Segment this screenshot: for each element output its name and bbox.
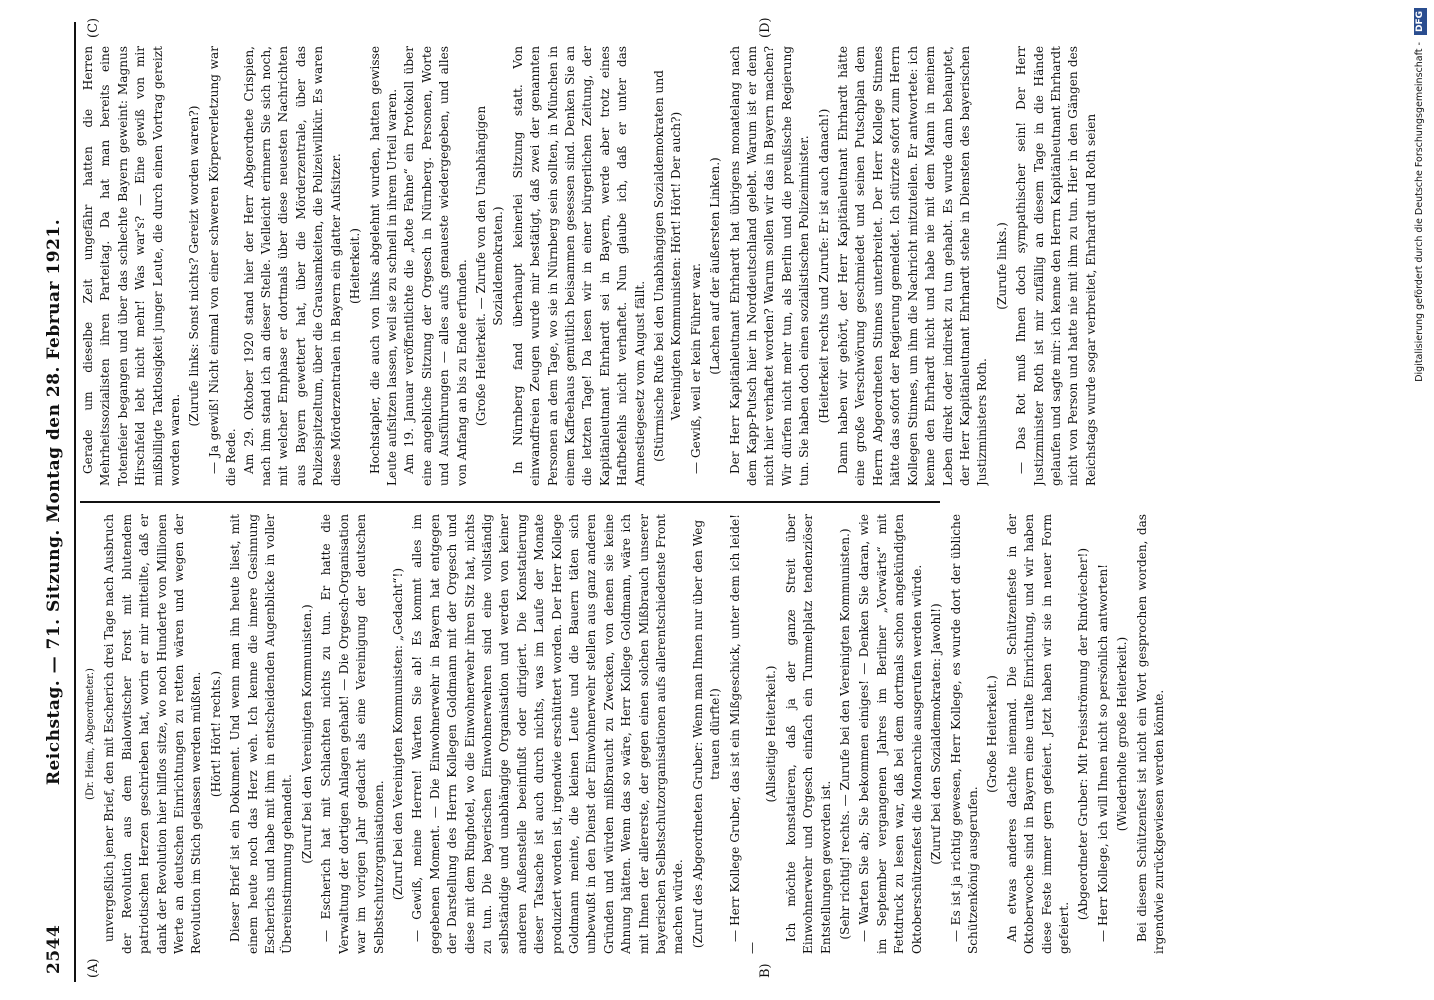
paragraph: Dann haben wir gehört, der Herr Kapitänleutnant Ehrhardt hätte eine große Verschwörung geschmiedet und seinen Putschplan dem Herrn Abgeordneten Stinnes unterbreitet. Der Herr Kollege Stinnes hätte das sofort der Regierung gemeldet. Ich stürzte sofort zum Herrn Kollegen Stinnes, um ihm die Nachricht mitzuteilen. Er antwortete: ich kenne den Ehrhardt nicht und habe nie mit dem Mann in meinem Leben direkt oder indirekt zu tun gehabt. Es wurde dann behauptet, der Herr Kapitänleutnant Ehrhardt stehe in Diensten des bayerischen Justizministers Roth. [836,46,990,486]
interjection: (Wiederholte große Heiterkeit.) [1115,636,1130,832]
paragraph: In Nürnberg fand überhaupt keinerlei Sitzung statt. Von einwandfreien Zeugen wurde mir bestätigt, daß zwei der genannten Personen an dem Tage, wo sie in Nürnberg sein sollten, in München in einem Kaffeehaus gemütlich beisammen gesessen sind. Denken Sie an die letzten Tage! Da lesen wir in einer bürgerlichen Zeitung, der Kapitänleutnant Ehrhardt sei in Bayern, werde aber trotz eines Haftbefehls nicht verhaftet. Nun glaube ich, daß er unter das Amnestiegesetz vom August fällt. [510,46,647,486]
interjection: (Sehr richtig! rechts. — Zurufe bei den Vereinigten Kommunisten.) [838,528,853,940]
interjection: (Zuruf des Abgeordneten Gruber: Wenn man Ihnen nur über den Weg trauen dürfte!) [690,519,723,949]
interjection: (Stürmische Rufe bei den Unabhängigen Sozialdemokraten und Vereinigten Kommunisten: Hört! Hört! Der auch?) [652,70,684,462]
margin-marker-d: (D) [758,17,773,38]
page-number: 2544 [44,924,64,974]
interjection: (Zuruf bei den Vereinigten Kommunisten: „Gedacht“!) [390,567,405,901]
paragraph: — Warten Sie ab; Sie bekommen einiges! — Denken Sie daran, wie im September vergangenen Jahres im Berliner „Vorwärts“ mit Fettdruck zu lesen war, daß bei dem dortmals schon angekündigten Oktoberschützenfest die Monarchie ausgerufen werden würde. [857,514,924,954]
paragraph: — Herr Kollege Gruber, das ist ein Mißgeschick, unter dem ich leide! — [727,514,760,954]
paragraph: Bei diesem Schützenfest ist nicht ein Wort gesprochen worden, das irgendwie zurückgewiesen werden könnte. [1134,514,1166,954]
paragraph: Der Herr Kapitänleutnant Ehrhardt hat übrigens monatelang nach dem Kapp-Putsch hier in Norddeutschland gelebt. Warum ist er denn nicht hier verhaftet worden? Warum sollen wir das in Bayern machen? Wir dürfen nicht mehr tun, als Berlin und die preußische Regierung tun. Sie haben doch einen sozialistischen Polizeiminister. [727,46,812,486]
header-rule [74,22,76,982]
right-column [80,46,1410,486]
interjection: (Dr. Heim, Abgeordneter.) [85,668,96,800]
margin-marker-c: (C) [86,17,101,38]
running-head [38,22,72,982]
interjection: (Zurufe links.) [994,222,1009,310]
paragraph: — Escherich hat mit Schlachten nichts zu tun. Er hatte die Verwaltung der dortigen Anlagen gehabt! — Die Orgesch-Organisation war im vorigen Jahr gedacht als eine Vereinigung der deutschen Selbstschutzorganisationen. [319,514,386,954]
paragraph: Gerade um dieselbe Zeit ungefähr hatten die Herren Mehrheitssozialisten ihren Parteitag. Da hat man bereits eine Totenfeier begangen und über das schlechte Bayern geweint: Magnus Hirschfeld lebt nicht mehr! Was war's? — Eine gewiß von mir mißbilligte Taktlosigkeit junger Leute, die durch einen Vortrag gereizt worden waren. [81,46,183,486]
interjection: (Zuruf bei den Vereinigten Kommunisten.) [299,604,314,864]
paragraph: — Ja gewiß! Nicht einmal von einer schweren Körperverletzung war die Rede. [206,46,239,486]
interjection: (Große Heiterkeit.) [985,675,1000,793]
interjection: (Zurufe links: Sonst nichts? Gereizt worden waren?) [187,105,202,427]
paragraph: Hochstapler, die auch von links abgelehnt wurden, hatten gewisse Leute aufsitzen lassen, weil sie zu schnell in ihrem Urteil waren. [367,46,399,486]
page-title: Reichstag. — 71. Sitzung. Montag den 28. Februar 1921. [44,218,64,786]
paragraph: — Das Rot muß Ihnen doch sympathischer sein! Der Herr Justizminister Roth ist mir zufällig an diesem Tage in die Hände gelaufen und sagte mir: ich kenne den Herrn Kapitänleutnant Ehrhardt nicht von Person und hatte nie mit ihm zu tun. Hier in den Gängen des Reichstags wurde sogar verbreitet, Ehrhardt und Roth seien [1014,46,1098,486]
margin-marker-a: (A) [86,958,101,978]
document-page [38,17,1418,982]
column-divider [80,502,940,504]
interjection: (Abgeordneter Gruber: Mit Preisströmung der Rindviecher!) [1076,547,1091,921]
interjection: (Lachen auf der äußersten Linken.) [708,157,723,375]
digitization-credit [1412,8,1428,992]
paragraph: Am 19. Januar veröffentlichte die „Rote Fahne“ ein Protokoll über eine angebliche Sitzung der Orgesch in Nürnberg. Personen, Worte und Ausführungen — alles aufs genaueste wiedergegeben, und alles von Anfang an bis zu Ende erfunden. [402,46,469,486]
interjection: (Große Heiterkeit. — Zurufe von den Unabhängigen Sozialdemokraten.) [473,105,506,427]
dfg-logo: DFG [1414,8,1427,35]
paragraph: — Herr Kollege, ich will Ihnen nicht so persönlich antworten! [1095,563,1110,942]
interjection: (Hört! Hört! rechts.) [208,670,223,798]
interjection: (Heiterkeit.) [348,228,363,304]
credit-text: Digitalisierung gefördert durch die Deutsche Forschungsgemeinschaft - [1414,42,1425,382]
interjection: (Allseitige Heiterkeit.) [764,665,779,803]
paragraph: Ich möchte konstatieren, daß ja der ganze Streit über Einwohnerwehr und Orgesch einfach ein Tummelplatz tendenziöser Entstellungen geworden ist. [783,514,833,954]
paragraph: — Gewiß, meine Herren! Warten Sie ab! Es kommt alles im gegebenen Moment. — Die Einwohnerwehr in Bayern hat entgegen der Darstellung des Herrn Kollegen Goldmann mit der Orgesch und diese mit dem Ringhotel, wo die Einwohnerwehr ihren Sitz hat, nichts zu tun. Die bayerischen Einwohnerwehren sind eine vollständig selbständige und unabhängige Organisation und werden von keiner anderen Außenstelle beeinflußt oder dirigiert. Die Konstatierung dieser Tatsache ist auch durch nichts, was im Laufe der Monate produziert worden ist, irgendwie erschüttert worden. Der Herr Kollege Goldmann meinte, die kleinen Leute und die Bauern täten sich unbewußt in den Dienst der Einwohnerwehr stellen aus ganz anderen Gründen und würden mißbraucht zu Zwecken, von denen sie keine Ahnung hätten. Wenn das so wäre, Herr Kollege Goldmann, wäre ich mit Ihnen der allererste, der gegen einen solchen Mißbrauch unserer bayerischen Selbstschutzorganisationen aufs allerentschiedenste Front machen würde. [410,514,686,954]
interjection: (Zuruf bei den Sozialdemokraten: Jawohl!) [929,603,944,865]
left-column [80,514,1410,954]
paragraph: — Es ist ja richtig gewesen, Herr Kollege, es wurde dort der übliche Schützenkönig ausgerufen. [948,514,980,954]
paragraph: Am 29. Oktober 1920 stand hier der Herr Abgeordnete Crispien, nach ihm stand ich an dieser Stelle. Vielleicht erinnern Sie sich noch, mit welcher Emphase er dortmals über diese neuesten Nachrichten aus Bayern gewettert hat, über die Mörderzentrale, über das Polizeispitzeltum, über die Grausamkeiten, die Polizeiwillkür. Es waren diese Mörderzentralen in Bayern ein glatter Aufsitzer. [241,46,343,486]
paragraph: — Gewiß, weil er kein Führer war. [688,263,703,474]
paragraph: unvergeßlich jener Brief, den mit Escherich drei Tage nach Ausbruch der Revolution aus dem Bialowitscher Forst mit blutendem patriotischen Herzen geschrieben hat, worin er mir mitteilte, daß er dank der Revolution hier hilflos sitze, wo noch Hunderte von Millionen Werte an deutschen Einrichtungen zu retten wären und wegen der Revolution im Stich gelassen werden müßten. [102,514,204,954]
margin-marker-b: B) [758,963,773,978]
paragraph: Dieser Brief ist ein Dokument. Und wenn man ihn heute liest, mit einem heute noch das Herz weh. Ich kenne die innere Gesinnung Escherichs und habe mit ihm in entscheidenden Augenblicke in voller Übereinstimmung gehandelt. [228,514,295,954]
paragraph: An etwas anderes dachte niemand. Die Schützenfeste in der Oktoberwoche sind in Bayern eine uralte Einrichtung, und wir haben diese Feste immer gern gefeiert. Jetzt haben wir sie in neuer Form gefeiert. [1004,514,1071,954]
interjection: (Heiterkeit rechts und Zurufe: Er ist auch danach!) [816,108,831,424]
